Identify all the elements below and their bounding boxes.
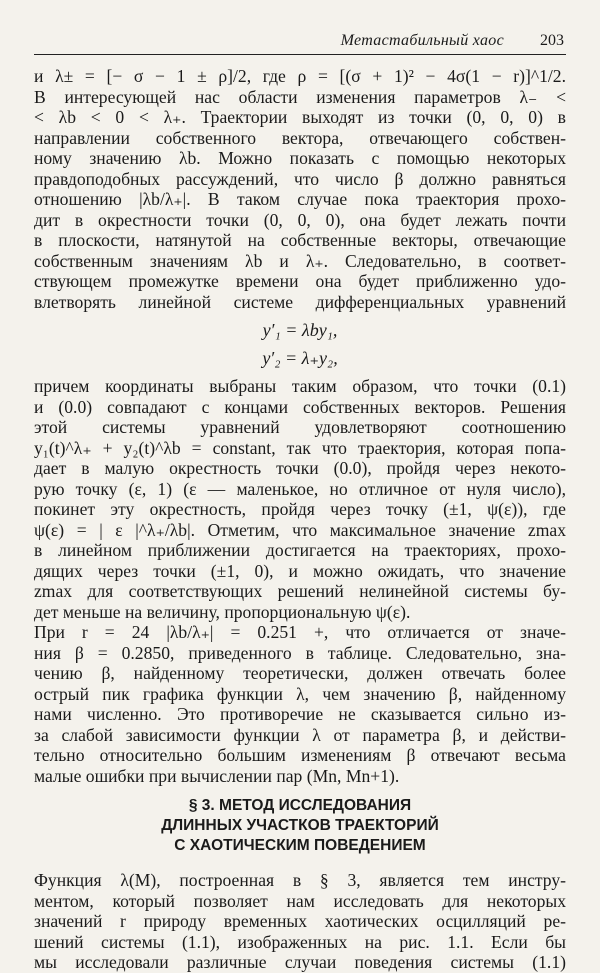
- text-line: При r = 24 |λb/λ₊| = 0.251 +, что отличается от значе-: [34, 622, 566, 642]
- text-line: в линейном приближении достигается на траекториях, прохо-: [34, 540, 566, 560]
- paragraph-4: [34, 870, 566, 973]
- text-line: малые ошибки при вычислении пар (Mn, Mn+1).: [34, 765, 400, 786]
- text-line: < λb < 0 < λ₊. Траектории выходят из точки (0, 0, 0) в: [34, 107, 566, 127]
- text-line: отношению |λb/λ₊|. В таком случае пока траектория прохо-: [34, 189, 566, 209]
- text-line: дет меньше на величину, пропорциональную ψ(ε).: [34, 601, 411, 622]
- text-line: влетворять линейной системе дифференциальных уравнений: [34, 291, 566, 312]
- paragraph-2: [34, 376, 566, 622]
- text-line: y₁(t)^λ₊ + y₂(t)^λb = constant, так что траектория, которая попа-: [34, 437, 566, 458]
- text-line: острый пик графика функции λ, чем значению β, найденному: [34, 683, 566, 704]
- text-line: правдоподобных рассуждений, что число β должно равняться: [34, 168, 566, 189]
- equation-block: [34, 316, 566, 372]
- equation-y2: y′₂ = λ₊y₂,: [262, 348, 338, 368]
- paragraph-1: [34, 66, 566, 312]
- text-line: ному значению λb. Можно показать с помощью некоторых: [34, 148, 566, 168]
- text-line: ствующем промежутке времени она будет приближенно удо-: [34, 271, 566, 291]
- text-line: ψ(ε) = | ε |^λ₊/λb|. Отметим, что максимальное значение zmax: [34, 519, 566, 540]
- section-heading-line: § 3. МЕТОД ИССЛЕДОВАНИЯ: [188, 797, 412, 814]
- text-line: zmax для соответствующих решений нелинейной системы бу-: [34, 581, 566, 601]
- text-line: за слабой зависимости функции λ от параметра β, и действи-: [34, 724, 566, 745]
- paragraph-3: [34, 622, 566, 786]
- text-line: ментом, который позволяет нам исследовать для некоторых: [34, 890, 566, 911]
- text-line: дит в окрестности точки (0, 0, 0), она будет лежать почти: [34, 209, 566, 230]
- body-text: [34, 66, 566, 973]
- text-line: значений r природу временных хаотических осцилляций ре-: [34, 911, 566, 931]
- text-line: в плоскости, натянутой на собственные векторы, отвечающие: [34, 230, 566, 250]
- section-heading-line: С ХАОТИЧЕСКИМ ПОВЕДЕНИЕМ: [174, 837, 426, 854]
- page-number: 203: [540, 32, 564, 49]
- text-line: Функция λ(M), построенная в § 3, является тем инстру-: [34, 870, 566, 890]
- text-line: и (0.0) совпадают с концами собственных векторов. Решения: [34, 396, 566, 417]
- text-line: чению β, найденному теоретически, должен отвечать более: [34, 663, 566, 683]
- running-title: Метастабильный хаос: [340, 32, 504, 49]
- text-line: и λ± = [− σ − 1 ± ρ]/2, где ρ = [(σ + 1)² − 4σ(1 − r)]^1/2.: [34, 66, 566, 86]
- text-line: В интересующей нас области изменения параметров λ₋ <: [34, 86, 566, 107]
- text-line: этой системы уравнений удовлетворяют соотношению: [34, 417, 566, 437]
- text-line: мы исследовали различные случаи поведения системы (1.1): [34, 952, 566, 972]
- text-line: ния β = 0.2850, приведенного в таблице. Следовательно, зна-: [34, 642, 566, 663]
- text-line: направлении собственного вектора, отвечающего собствен-: [34, 127, 566, 148]
- text-line: рую точку (ε, 1) (ε — маленькое, но отличное от нуля число),: [34, 478, 566, 499]
- text-line: покинет эту окрестность, пройдя через точку (±1, ψ(ε)), где: [34, 499, 566, 519]
- running-header: [34, 30, 566, 55]
- text-line: дящих через точки (±1, 0), и можно ожидать, что значение: [34, 560, 566, 581]
- equation-y1: y′₁ = λby₁,: [262, 320, 338, 340]
- text-line: тельно относительно большим изменениям β отвечают весьма: [34, 745, 566, 765]
- text-line: нами численно. Это противоречие не сказывается сильно из-: [34, 704, 566, 724]
- text-line: дает в малую окрестность точки (0.0), пройдя через некото-: [34, 458, 566, 478]
- section-heading-line: ДЛИННЫХ УЧАСТКОВ ТРАЕКТОРИЙ: [161, 817, 439, 834]
- text-line: собственным значениям λb и λ₊. Следовательно, в соответ-: [34, 250, 566, 271]
- text-line: причем координаты выбраны таким образом, что точки (0.1): [34, 376, 566, 396]
- text-line: шений системы (1.1), изображенных на рис. 1.1. Если бы: [34, 931, 566, 952]
- section-heading: [34, 796, 566, 856]
